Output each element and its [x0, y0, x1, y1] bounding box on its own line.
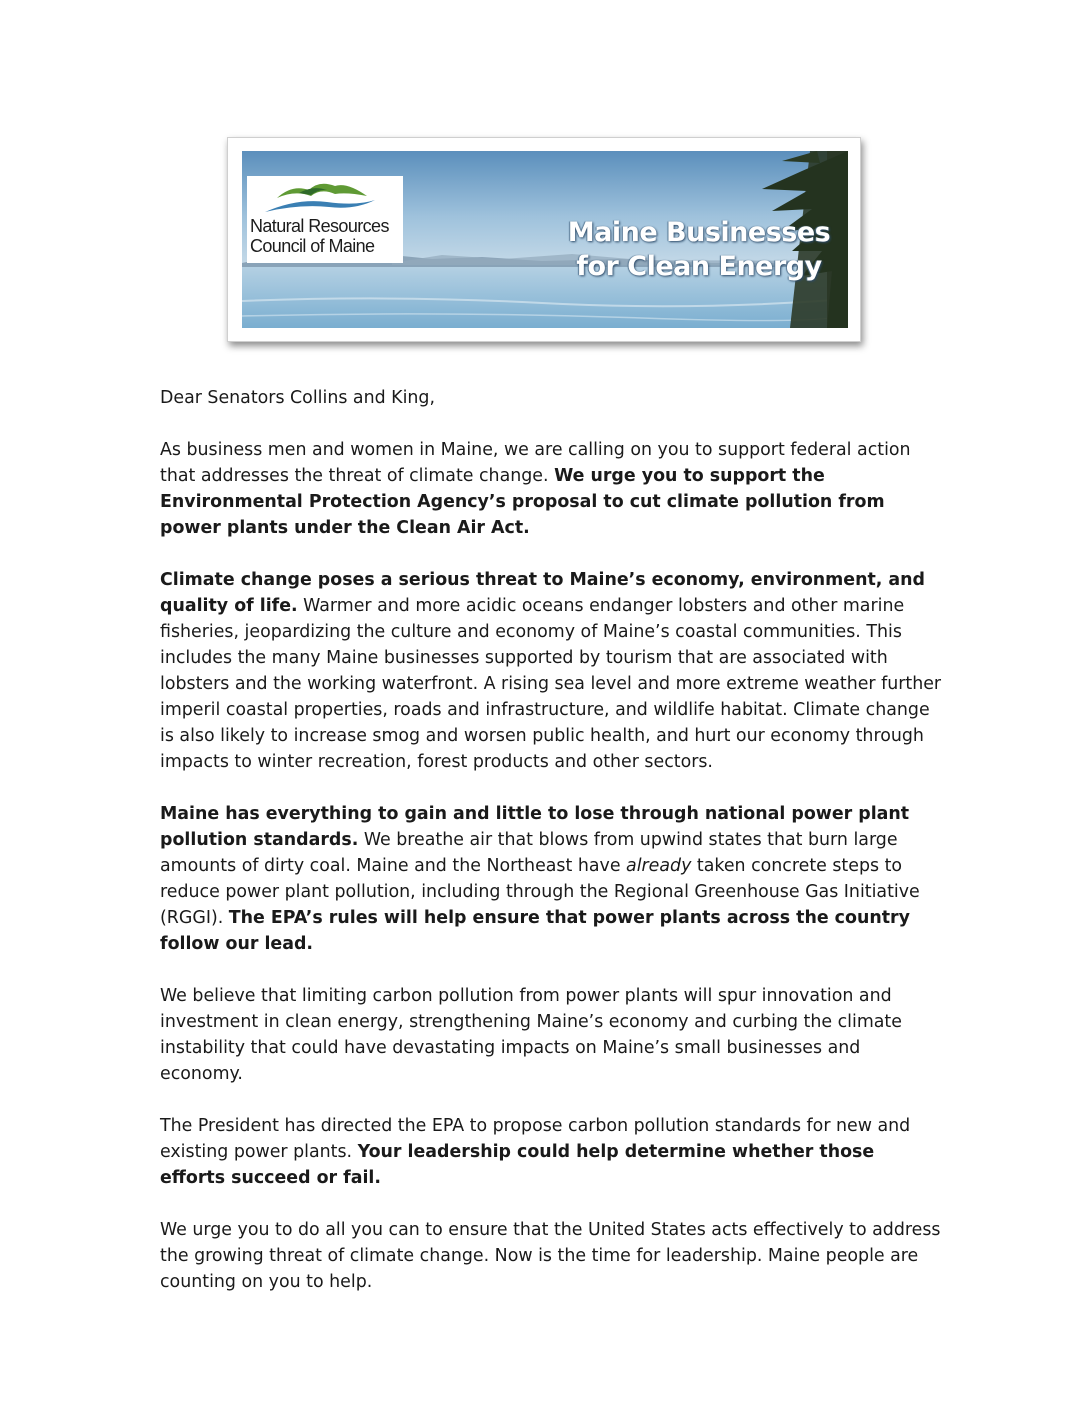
paragraph-1-bold: We urge you to support the Environmental Protection Agency’s proposal to cut climate pollution from power plants under the Clean Air Act.: [160, 466, 885, 538]
mountain-river-logo-icon: [247, 176, 403, 216]
banner-frame: [227, 137, 861, 342]
paragraph-5-bold: Your leadership could help determine whether those efforts succeed or fail.: [160, 1142, 875, 1188]
banner-title-line1: Maine Businesses: [567, 217, 831, 248]
banner-image: [242, 151, 848, 328]
paragraph-5-text: The President has directed the EPA to propose carbon pollution standards for new and existing power plants.: [160, 1116, 911, 1162]
paragraph-3-italic: already: [626, 856, 692, 876]
paragraph-5: [160, 1113, 945, 1191]
paragraph-3-bold-lead: Maine has everything to gain and little to lose through national power plant pollution standards.: [160, 804, 910, 850]
paragraph-3-text-a: We breathe air that blows from upwind states that burn large amounts of dirty coal. Maine and the Northeast have: [160, 830, 898, 876]
logo-text-line1: Natural Resources: [250, 216, 389, 236]
paragraph-6: We urge you to do all you can to ensure that the United States acts effectively to address the growing threat of climate change. Now is the time for leadership. Maine people are counting on you to help.: [160, 1220, 941, 1292]
paragraph-4: We believe that limiting carbon pollution from power plants will spur innovation and investment in clean energy, strengthening Maine’s economy and curbing the climate instability that could have devastating impacts on Maine’s small businesses and economy.: [160, 986, 902, 1084]
paragraph-3: [160, 801, 945, 957]
paragraph-3-bold-end: The EPA’s rules will help ensure that power plants across the country follow our lead.: [160, 908, 910, 954]
paragraph-1: [160, 437, 945, 541]
salutation: Dear Senators Collins and King,: [160, 388, 435, 408]
letter-body: [160, 385, 945, 1321]
logo-text-line2: Council of Maine: [250, 236, 375, 256]
paragraph-2-text: Warmer and more acidic oceans endanger lobsters and other marine fisheries, jeopardizing the culture and economy of Maine’s coastal communities. This includes the many Maine businesses supported by tourism that are associated with lobsters and the working waterfront. A rising sea level and more extreme weather further imperil coastal properties, roads and infrastructure, and wildlife habitat. Climate change is also likely to increase smog and worsen public health, and hurt our economy through impacts to winter recreation, forest products and other sectors.: [160, 596, 942, 772]
paragraph-3-text-b: taken concrete steps to reduce power plant pollution, including through the Regional Greenhouse Gas Initiative (RGGI).: [160, 856, 920, 928]
paragraph-1-text: As business men and women in Maine, we are calling on you to support federal action that addresses the threat of climate change.: [160, 440, 911, 486]
paragraph-2: [160, 567, 945, 775]
nrcm-logo: [247, 176, 403, 263]
banner-title-line2: for Clean Energy: [576, 251, 822, 282]
paragraph-2-bold: Climate change poses a serious threat to Maine’s economy, environment, and quality of life.: [160, 570, 925, 616]
